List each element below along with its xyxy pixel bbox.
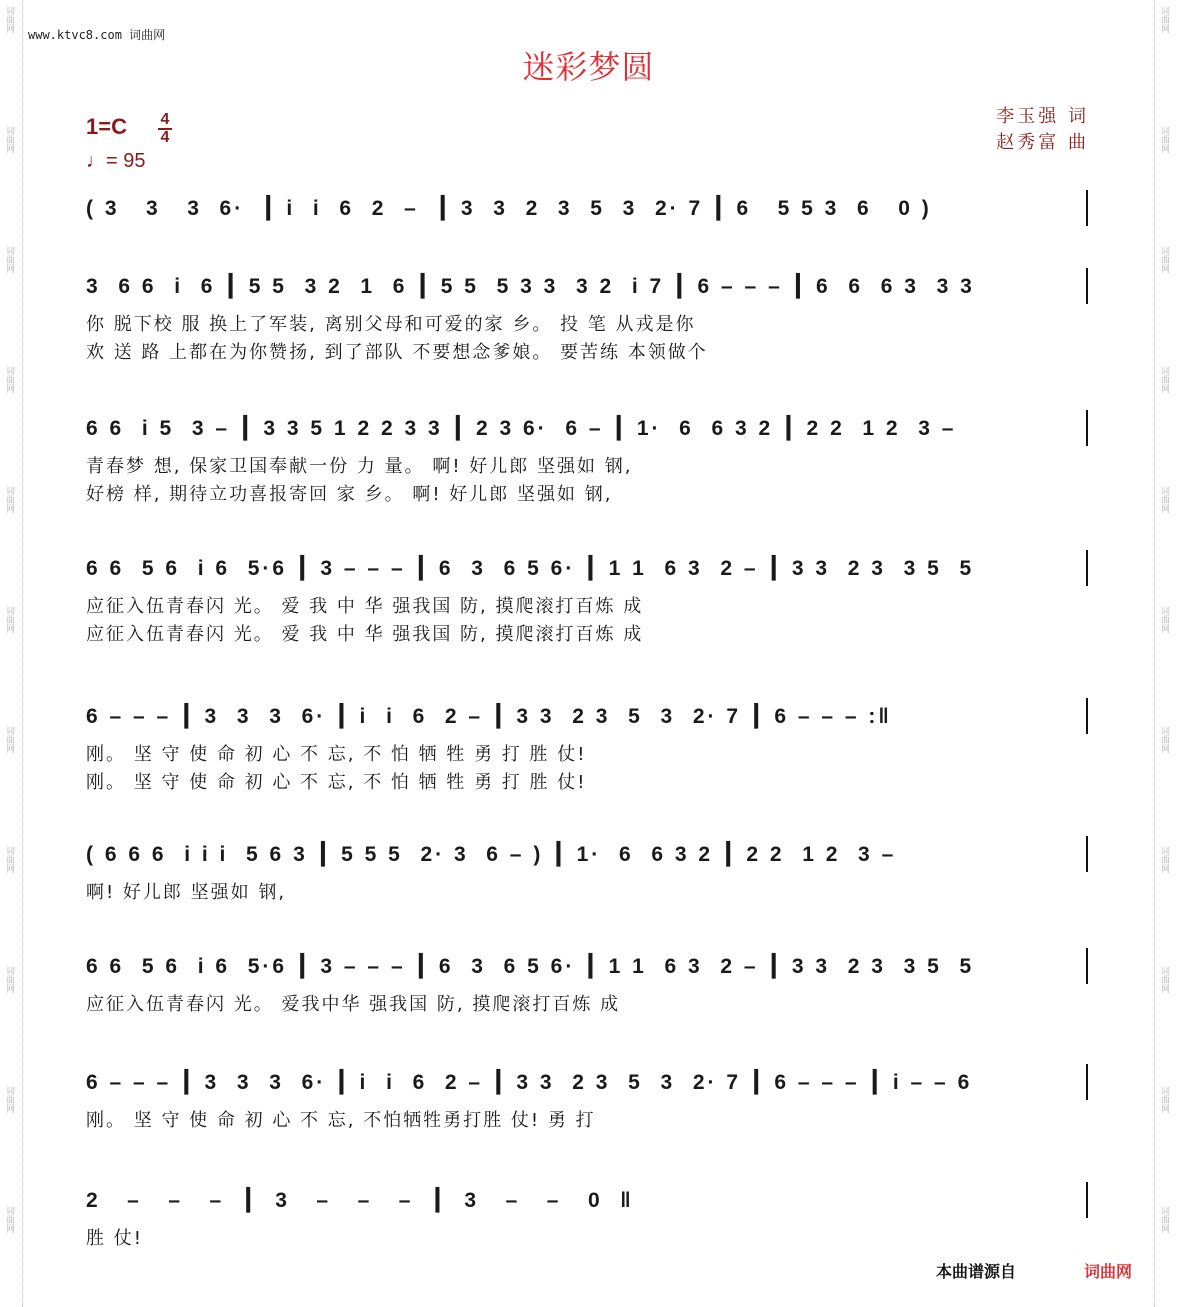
- lyric-line: 刚。 坚 守 使 命 初 心 不 忘, 不怕牺牲勇打胜 仗! 勇 打: [86, 1110, 596, 1131]
- notation-line: 6 6 i 5 3 – ┃ 3 3 5 1 2 2 3 3 ┃ 2 3 6· 6 – ┃ 1· 6 6 3 2 ┃ 2 2 1 2 3 –: [86, 417, 957, 440]
- notation-line: ( 3 3 3 6· ┃ i i 6 2 – ┃ 3 3 2 3 5 3 2· 7 ┃ 6 5 5 3 6 0 ): [86, 197, 932, 220]
- side-watermark: 词曲网: [4, 846, 14, 873]
- barline: [1086, 268, 1088, 304]
- notation-line: ( 6 6 6 i i i 5 6 3 ┃ 5 5 5 2· 3 6 – ) ┃ 1· 6 6 3 2 ┃ 2 2 1 2 3 –: [86, 843, 897, 866]
- side-watermark: 词曲网: [1159, 606, 1169, 633]
- lyric-line: 青春梦 想, 保家卫国奉献一份 力 量。 啊! 好儿郎 坚强如 钢,: [86, 456, 633, 477]
- lyric-line: 应征入伍青春闪 光。 爱 我 中 华 强我国 防, 摸爬滚打百炼 成: [86, 596, 644, 617]
- side-watermark: 词曲网: [4, 606, 14, 633]
- barline: [1086, 190, 1088, 226]
- side-watermark: 词曲网: [1159, 1206, 1169, 1233]
- left-watermark-strip: [0, 0, 23, 1307]
- side-watermark: 词曲网: [1159, 966, 1169, 993]
- tempo-marking: ♩= 95: [86, 150, 146, 172]
- notation-line: 6 – – – ┃ 3 3 3 6· ┃ i i 6 2 – ┃ 3 3 2 3 5 3 2· 7 ┃ 6 – – – ┃ i – – 6: [86, 1071, 973, 1094]
- barline: [1086, 698, 1088, 734]
- side-watermark: 词曲网: [4, 126, 14, 153]
- lyric-line: 你 脱下校 服 换上了军装, 离别父母和可爱的家 乡。 投 笔 从戎是你: [86, 314, 696, 335]
- notation-line: 6 – – – ┃ 3 3 3 6· ┃ i i 6 2 – ┃ 3 3 2 3 5 3 2· 7 ┃ 6 – – – :‖: [86, 705, 892, 728]
- side-watermark: 词曲网: [4, 1206, 14, 1233]
- lyricist-credit: 李玉强 词: [996, 106, 1089, 127]
- key-signature: 1=C: [86, 114, 127, 139]
- lyric-line: 欢 送 路 上都在为你赞扬, 到了部队 不要想念爹娘。 要苦练 本领做个: [86, 342, 708, 363]
- credits: [996, 104, 1089, 156]
- notation-line: 2 – – – ┃ 3 – – – ┃ 3 – – 0 ‖: [86, 1189, 634, 1212]
- side-watermark: 词曲网: [1159, 6, 1169, 33]
- footer-brand-link[interactable]: 词曲网: [1084, 1262, 1133, 1281]
- side-watermark: 词曲网: [1159, 726, 1169, 753]
- time-signature-bottom: 4: [160, 129, 170, 146]
- time-signature-top: 4: [160, 111, 170, 128]
- barline: [1086, 836, 1088, 872]
- barline: [1086, 550, 1088, 586]
- lyric-line: 刚。 坚 守 使 命 初 心 不 忘, 不 怕 牺 牲 勇 打 胜 仗!: [86, 744, 587, 765]
- site-url[interactable]: www.ktvc8.com 词曲网: [28, 28, 166, 42]
- side-watermark: 词曲网: [4, 366, 14, 393]
- side-watermark: 词曲网: [1159, 486, 1169, 513]
- side-watermark: 词曲网: [4, 1086, 14, 1113]
- lyric-line: 应征入伍青春闪 光。 爱我中华 强我国 防, 摸爬滚打百炼 成: [86, 994, 621, 1015]
- notation-line: 6 6 5 6 i 6 5·6 ┃ 3 – – – ┃ 6 3 6 5 6· ┃ 1 1 6 3 2 – ┃ 3 3 2 3 3 5 5: [86, 557, 975, 580]
- side-watermark: 词曲网: [1159, 1086, 1169, 1113]
- footer-source-label: 本曲谱源自: [936, 1262, 1017, 1281]
- song-title: 迷彩梦圆: [522, 48, 655, 86]
- side-watermark: 词曲网: [1159, 246, 1169, 273]
- barline: [1086, 1064, 1088, 1100]
- right-watermark-strip: [1154, 0, 1177, 1307]
- lyric-line: 应征入伍青春闪 光。 爱 我 中 华 强我国 防, 摸爬滚打百炼 成: [86, 624, 644, 645]
- composer-credit: 赵秀富 曲: [996, 132, 1089, 153]
- side-watermark: 词曲网: [1159, 366, 1169, 393]
- side-watermark: 词曲网: [4, 486, 14, 513]
- lyric-line: 刚。 坚 守 使 命 初 心 不 忘, 不 怕 牺 牲 勇 打 胜 仗!: [86, 772, 587, 793]
- side-watermark: 词曲网: [4, 6, 14, 33]
- barline: [1086, 1182, 1088, 1218]
- side-watermark: 词曲网: [4, 966, 14, 993]
- side-watermark: 词曲网: [1159, 846, 1169, 873]
- notation-line: 3 6 6 i 6 ┃ 5 5 3 2 1 6 ┃ 5 5 5 3 3 3 2 i 7 ┃ 6 – – – ┃ 6 6 6 3 3 3: [86, 275, 975, 298]
- side-watermark: 词曲网: [1159, 126, 1169, 153]
- notation-line: 6 6 5 6 i 6 5·6 ┃ 3 – – – ┃ 6 3 6 5 6· ┃ 1 1 6 3 2 – ┃ 3 3 2 3 3 5 5: [86, 955, 975, 978]
- side-watermark: 词曲网: [4, 726, 14, 753]
- side-watermark: 词曲网: [4, 246, 14, 273]
- time-signature: [158, 112, 172, 146]
- barline: [1086, 410, 1088, 446]
- lyric-line: 胜 仗!: [86, 1228, 143, 1249]
- lyric-line: 啊! 好儿郎 坚强如 钢,: [86, 882, 287, 903]
- barline: [1086, 948, 1088, 984]
- lyric-line: 好榜 样, 期待立功喜报寄回 家 乡。 啊! 好儿郎 坚强如 钢,: [86, 484, 613, 505]
